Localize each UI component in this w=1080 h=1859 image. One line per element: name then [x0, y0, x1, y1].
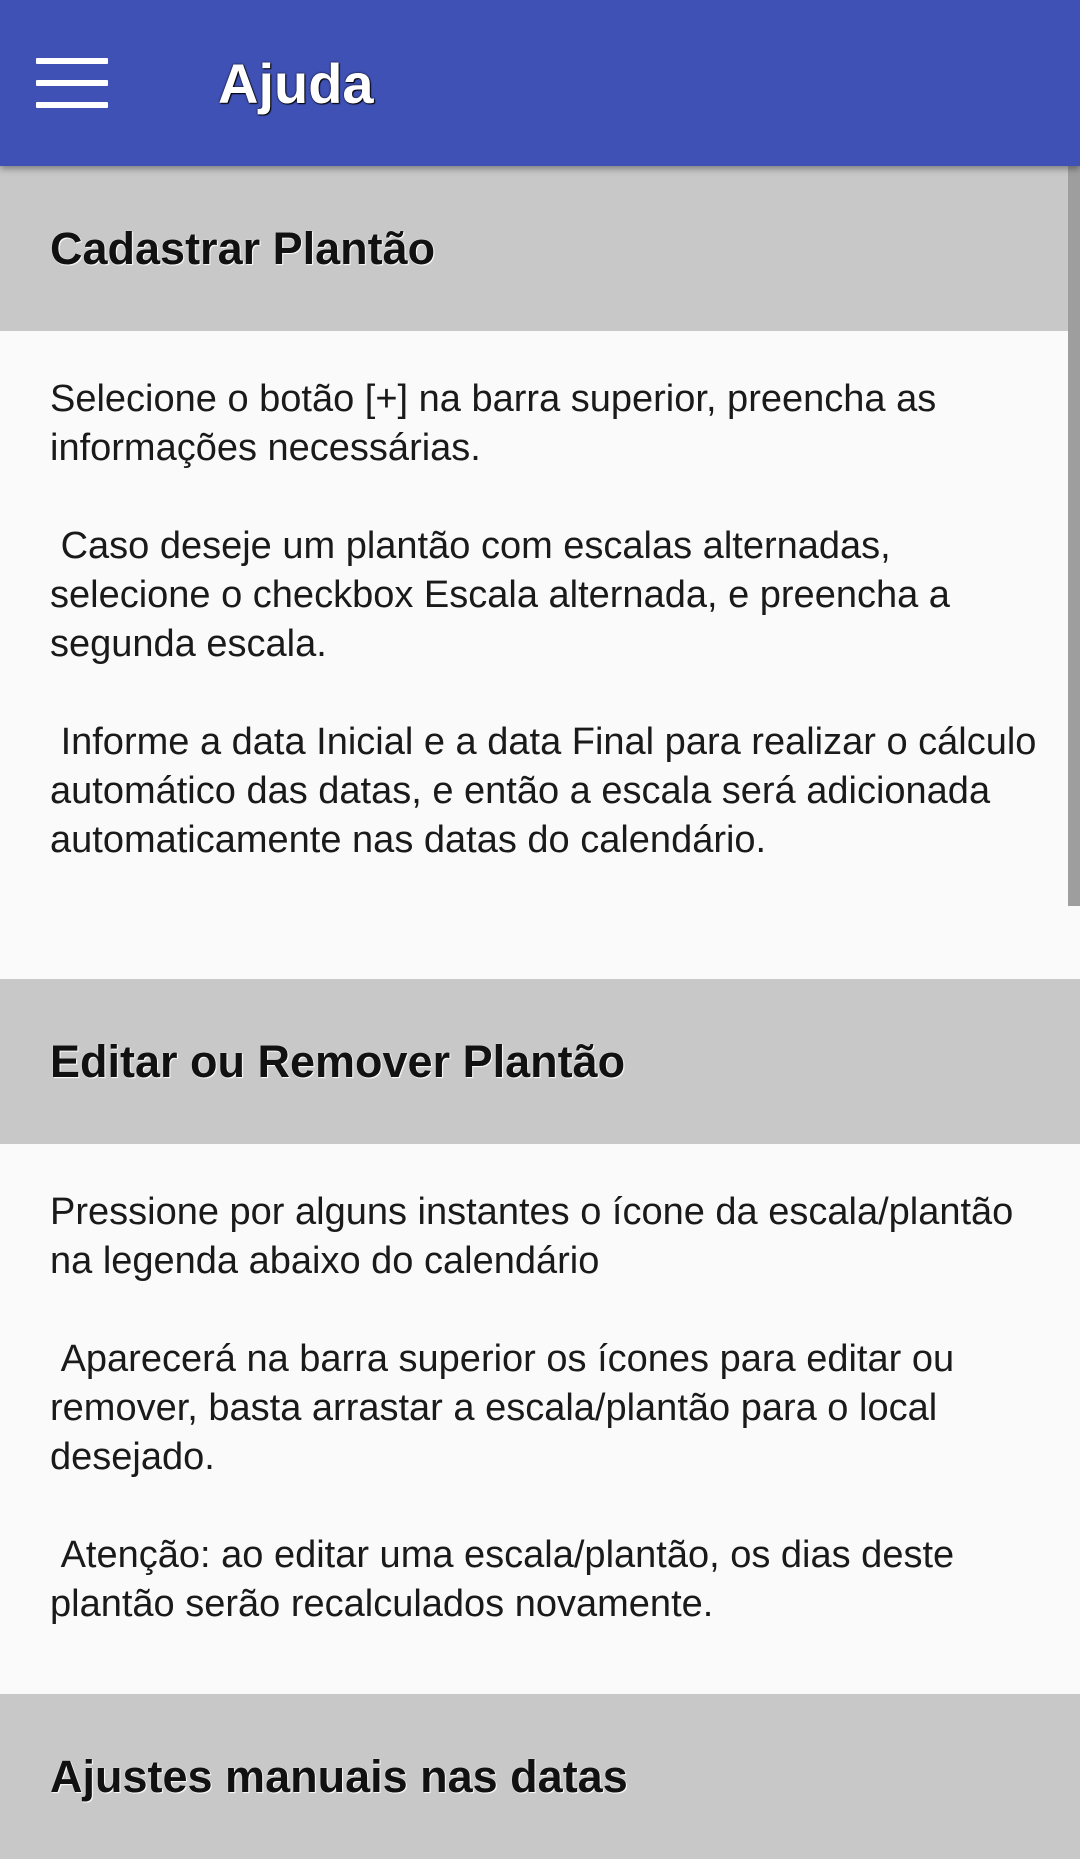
section-header-editar — [0, 979, 1080, 1144]
menu-button[interactable] — [22, 38, 122, 128]
help-paragraph: Pressione por alguns instantes o ícone da escala/plantão na legenda abaixo do calendário — [50, 1191, 1024, 1282]
section-header-cadastrar — [0, 166, 1080, 331]
section-body-cadastrar — [0, 331, 1080, 979]
section-header-ajustes — [0, 1694, 1080, 1859]
section-title: Cadastrar Plantão — [50, 223, 436, 274]
app-bar — [0, 0, 1080, 166]
help-paragraph: Informe a data Inicial e a data Final para realizar o cálculo automático das datas, e então a escala será adicionada automaticamente nas datas do calendário. — [50, 721, 1047, 861]
section-title: Editar ou Remover Plantão — [50, 1036, 626, 1087]
help-content — [0, 166, 1080, 1859]
help-paragraph: Selecione o botão [+] na barra superior, preencha as informações necessárias. — [50, 378, 947, 469]
help-paragraph: Atenção: ao editar uma escala/plantão, os dias deste plantão serão recalculados novamente. — [50, 1534, 965, 1625]
section-body-editar — [0, 1144, 1080, 1694]
help-paragraph: Aparecerá na barra superior os ícones para editar ou remover, basta arrastar a escala/plantão para o local desejado. — [50, 1338, 965, 1478]
scrollbar[interactable] — [1068, 166, 1080, 906]
hamburger-menu-icon — [36, 58, 108, 108]
help-paragraph: Caso deseje um plantão com escalas alternadas, selecione o checkbox Escala alternada, e preencha a segunda escala. — [50, 525, 961, 665]
section-title: Ajustes manuais nas datas — [50, 1751, 628, 1802]
page-title: Ajuda — [218, 52, 374, 115]
